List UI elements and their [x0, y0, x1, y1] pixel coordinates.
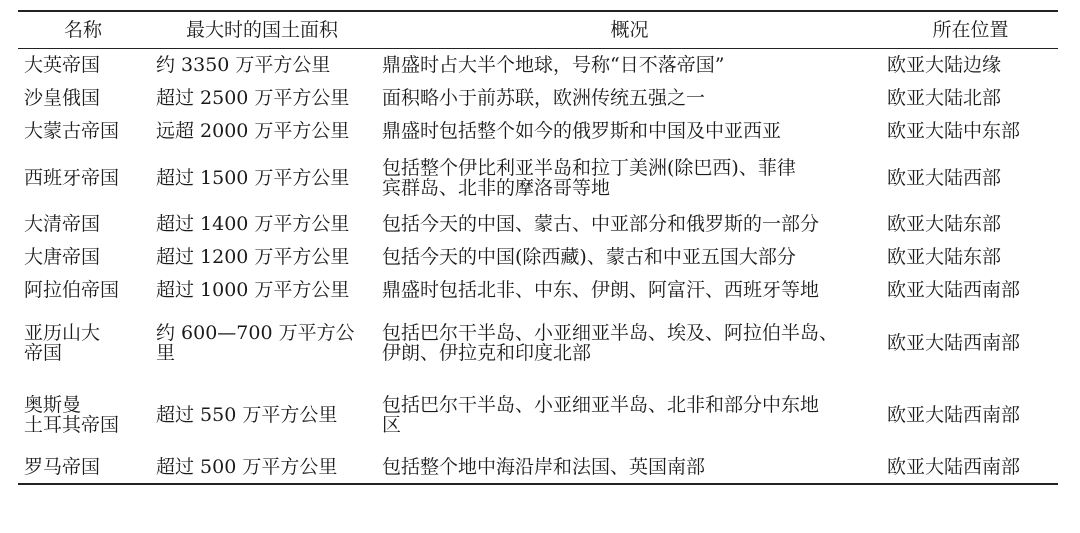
- cell-overview: 鼎盛时占大半个地球，号称“日不落帝国”: [382, 54, 725, 77]
- cell-name: 西班牙帝国: [24, 166, 120, 189]
- cell-overview: 包括今天的中国(除西藏)、蒙古和中亚五国大部分: [382, 246, 796, 268]
- cell-location: 欧亚大陆西南部: [887, 455, 1021, 478]
- table-row: [18, 82, 1058, 115]
- table-row: [18, 274, 1058, 307]
- cell-area: 超过 1000 万平方公里: [156, 279, 350, 301]
- cell-location: 欧亚大陆西部: [887, 166, 1002, 189]
- cell-area: 超过 1400 万平方公里: [156, 213, 350, 235]
- table-row: [18, 379, 1058, 451]
- cell-area: 超过 500 万平方公里: [156, 455, 338, 478]
- table-row: [18, 49, 1058, 82]
- cell-location: 欧亚大陆边缘: [887, 54, 1002, 77]
- cell-area: 超过 1500 万平方公里: [156, 166, 350, 189]
- table-row: [18, 208, 1058, 241]
- cell-overview: 鼎盛时包括北非、中东、伊朗、阿富汗、西班牙等地: [382, 279, 820, 301]
- cell-location: 欧亚大陆东部: [887, 213, 1002, 235]
- table-row: [18, 148, 1058, 208]
- cell-area: 约 3350 万平方公里: [156, 54, 331, 77]
- cell-location: 欧亚大陆西南部: [887, 403, 1021, 426]
- cell-name: 亚历山大 帝国: [24, 321, 101, 364]
- header-name: 名称: [63, 19, 102, 41]
- cell-location: 欧亚大陆西南部: [887, 331, 1021, 354]
- cell-overview: 包括整个伊比利亚半岛和拉丁美洲(除巴西)、菲律 宾群岛、北非的摩洛哥等地: [382, 156, 796, 199]
- cell-name: 大蒙古帝国: [24, 120, 120, 142]
- cell-area: 超过 2500 万平方公里: [156, 87, 350, 109]
- table-header: [18, 11, 1058, 49]
- header-row: [18, 11, 1058, 49]
- cell-name: 大英帝国: [24, 54, 101, 77]
- cell-location: 欧亚大陆中东部: [887, 120, 1021, 142]
- cell-name: 阿拉伯帝国: [24, 279, 120, 301]
- cell-area: 约 600—700 万平方公 里: [156, 321, 355, 364]
- cell-location: 欧亚大陆东部: [887, 246, 1002, 268]
- cell-name: 罗马帝国: [24, 455, 101, 478]
- cell-overview: 包括巴尔干半岛、小亚细亚半岛、北非和部分中东地 区: [382, 393, 820, 436]
- table-row: [18, 115, 1058, 148]
- cell-location: 欧亚大陆北部: [887, 87, 1002, 109]
- cell-overview: 包括整个地中海沿岸和法国、英国南部: [382, 455, 706, 478]
- cell-location: 欧亚大陆西南部: [887, 279, 1021, 301]
- header-area: 最大时的国土面积: [185, 19, 338, 41]
- cell-name: 大唐帝国: [24, 246, 101, 268]
- header-overview: 概况: [610, 19, 649, 41]
- cell-name: 沙皇俄国: [24, 87, 101, 109]
- cell-area: 远超 2000 万平方公里: [156, 120, 350, 142]
- cell-area: 超过 1200 万平方公里: [156, 246, 350, 268]
- table-row: [18, 241, 1058, 274]
- header-location: 所在位置: [932, 19, 1009, 41]
- table-body: [18, 49, 1058, 484]
- empires-table: [18, 10, 1058, 485]
- cell-overview: 鼎盛时包括整个如今的俄罗斯和中国及中亚西亚: [382, 120, 782, 142]
- cell-area: 超过 550 万平方公里: [156, 403, 338, 426]
- cell-name: 大清帝国: [24, 213, 101, 235]
- cell-overview: 包括巴尔干半岛、小亚细亚半岛、埃及、阿拉伯半岛、 伊朗、伊拉克和印度北部: [382, 321, 839, 364]
- table-row: [18, 451, 1058, 484]
- cell-overview: 包括今天的中国、蒙古、中亚部分和俄罗斯的一部分: [382, 213, 820, 235]
- cell-name: 奥斯曼 土耳其帝国: [24, 393, 120, 436]
- cell-overview: 面积略小于前苏联，欧洲传统五强之一: [382, 87, 706, 109]
- table-row: [18, 307, 1058, 379]
